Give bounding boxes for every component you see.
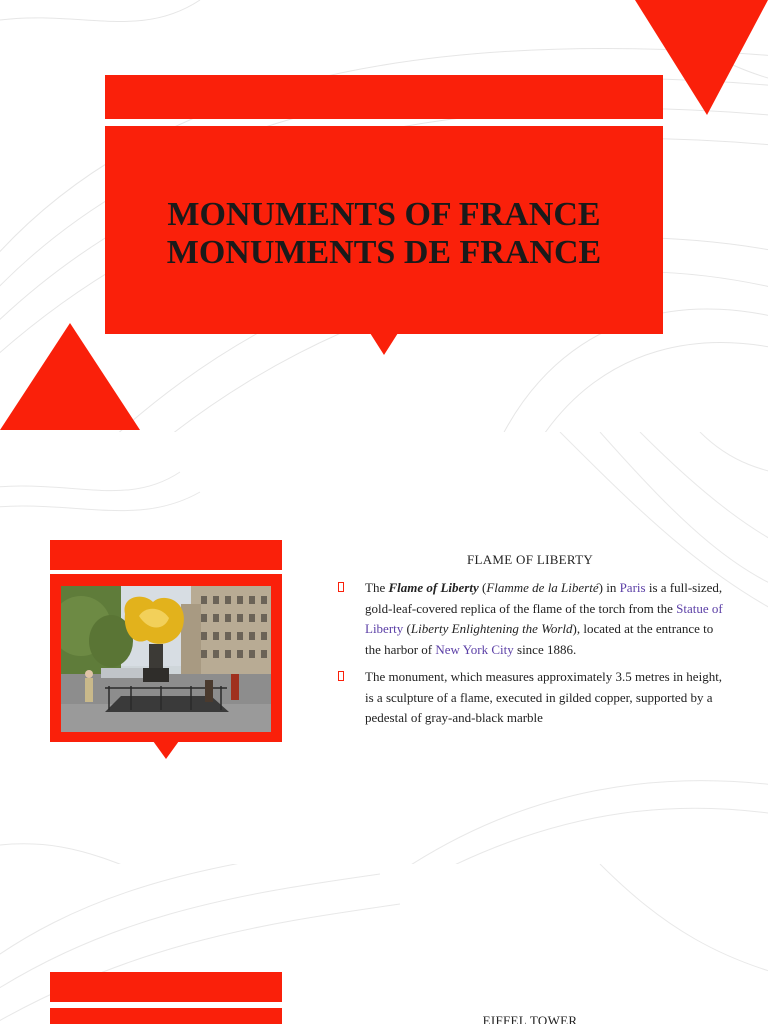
statue-title-italic: Liberty Enlightening the World: [410, 621, 573, 636]
flame-photo-illustration: [61, 586, 271, 732]
text-segment: ) in: [598, 580, 620, 595]
text-segment: The monument, which measures approximately 3.5 metres in height, is a sculpture of a flame, executed in gilded copper, supported by a pedestal of gray-and-black marble: [365, 669, 723, 725]
title-slide: [0, 0, 768, 432]
title-box-pointer: [370, 333, 398, 357]
paragraph-1: [338, 578, 723, 660]
new-york-city-link[interactable]: New York City: [435, 641, 514, 657]
photo-frame: [50, 574, 282, 742]
flame-of-liberty-photo: [61, 586, 271, 732]
text-segment: ), located at the entrance to the harbor of: [365, 621, 714, 657]
statue-of-liberty-link[interactable]: Statue of Liberty: [365, 600, 723, 636]
paris-link[interactable]: Paris: [619, 580, 646, 595]
title-top-bar: [105, 75, 663, 119]
text-segment: is a full-sized, gold-leaf-covered replica of the flame of the torch from the: [365, 580, 723, 616]
text-segment: since 1886.: [513, 641, 577, 657]
french-name-italic: Flamme de la Liberté: [486, 580, 599, 595]
text-segment: (: [403, 621, 411, 636]
paragraph-2: [338, 667, 723, 729]
bullet-icon: [338, 671, 344, 681]
section-heading: EIFFEL TOWER: [482, 1013, 578, 1024]
title-french: MONUMENTS DE FRANCE: [166, 234, 602, 271]
text-segment: (: [478, 580, 487, 595]
photo-frame-top: [50, 1008, 282, 1024]
text-segment: The: [365, 580, 389, 595]
image-top-bar: [50, 972, 282, 1002]
title-english: MONUMENTS OF FRANCE: [167, 196, 601, 233]
eiffel-tower-slide: [0, 864, 768, 1024]
section-body: [338, 578, 723, 736]
flame-name-bold: Flame of Liberty: [388, 580, 479, 595]
corner-triangle-bottom-left: [0, 323, 140, 432]
title-box: [105, 126, 663, 334]
section-heading: FLAME OF LIBERTY: [466, 552, 594, 567]
slide-title: [105, 196, 663, 272]
image-top-bar: [50, 540, 282, 570]
bullet-icon: [338, 582, 344, 592]
photo-frame-pointer: [153, 741, 179, 761]
flame-of-liberty-slide: [0, 432, 768, 864]
